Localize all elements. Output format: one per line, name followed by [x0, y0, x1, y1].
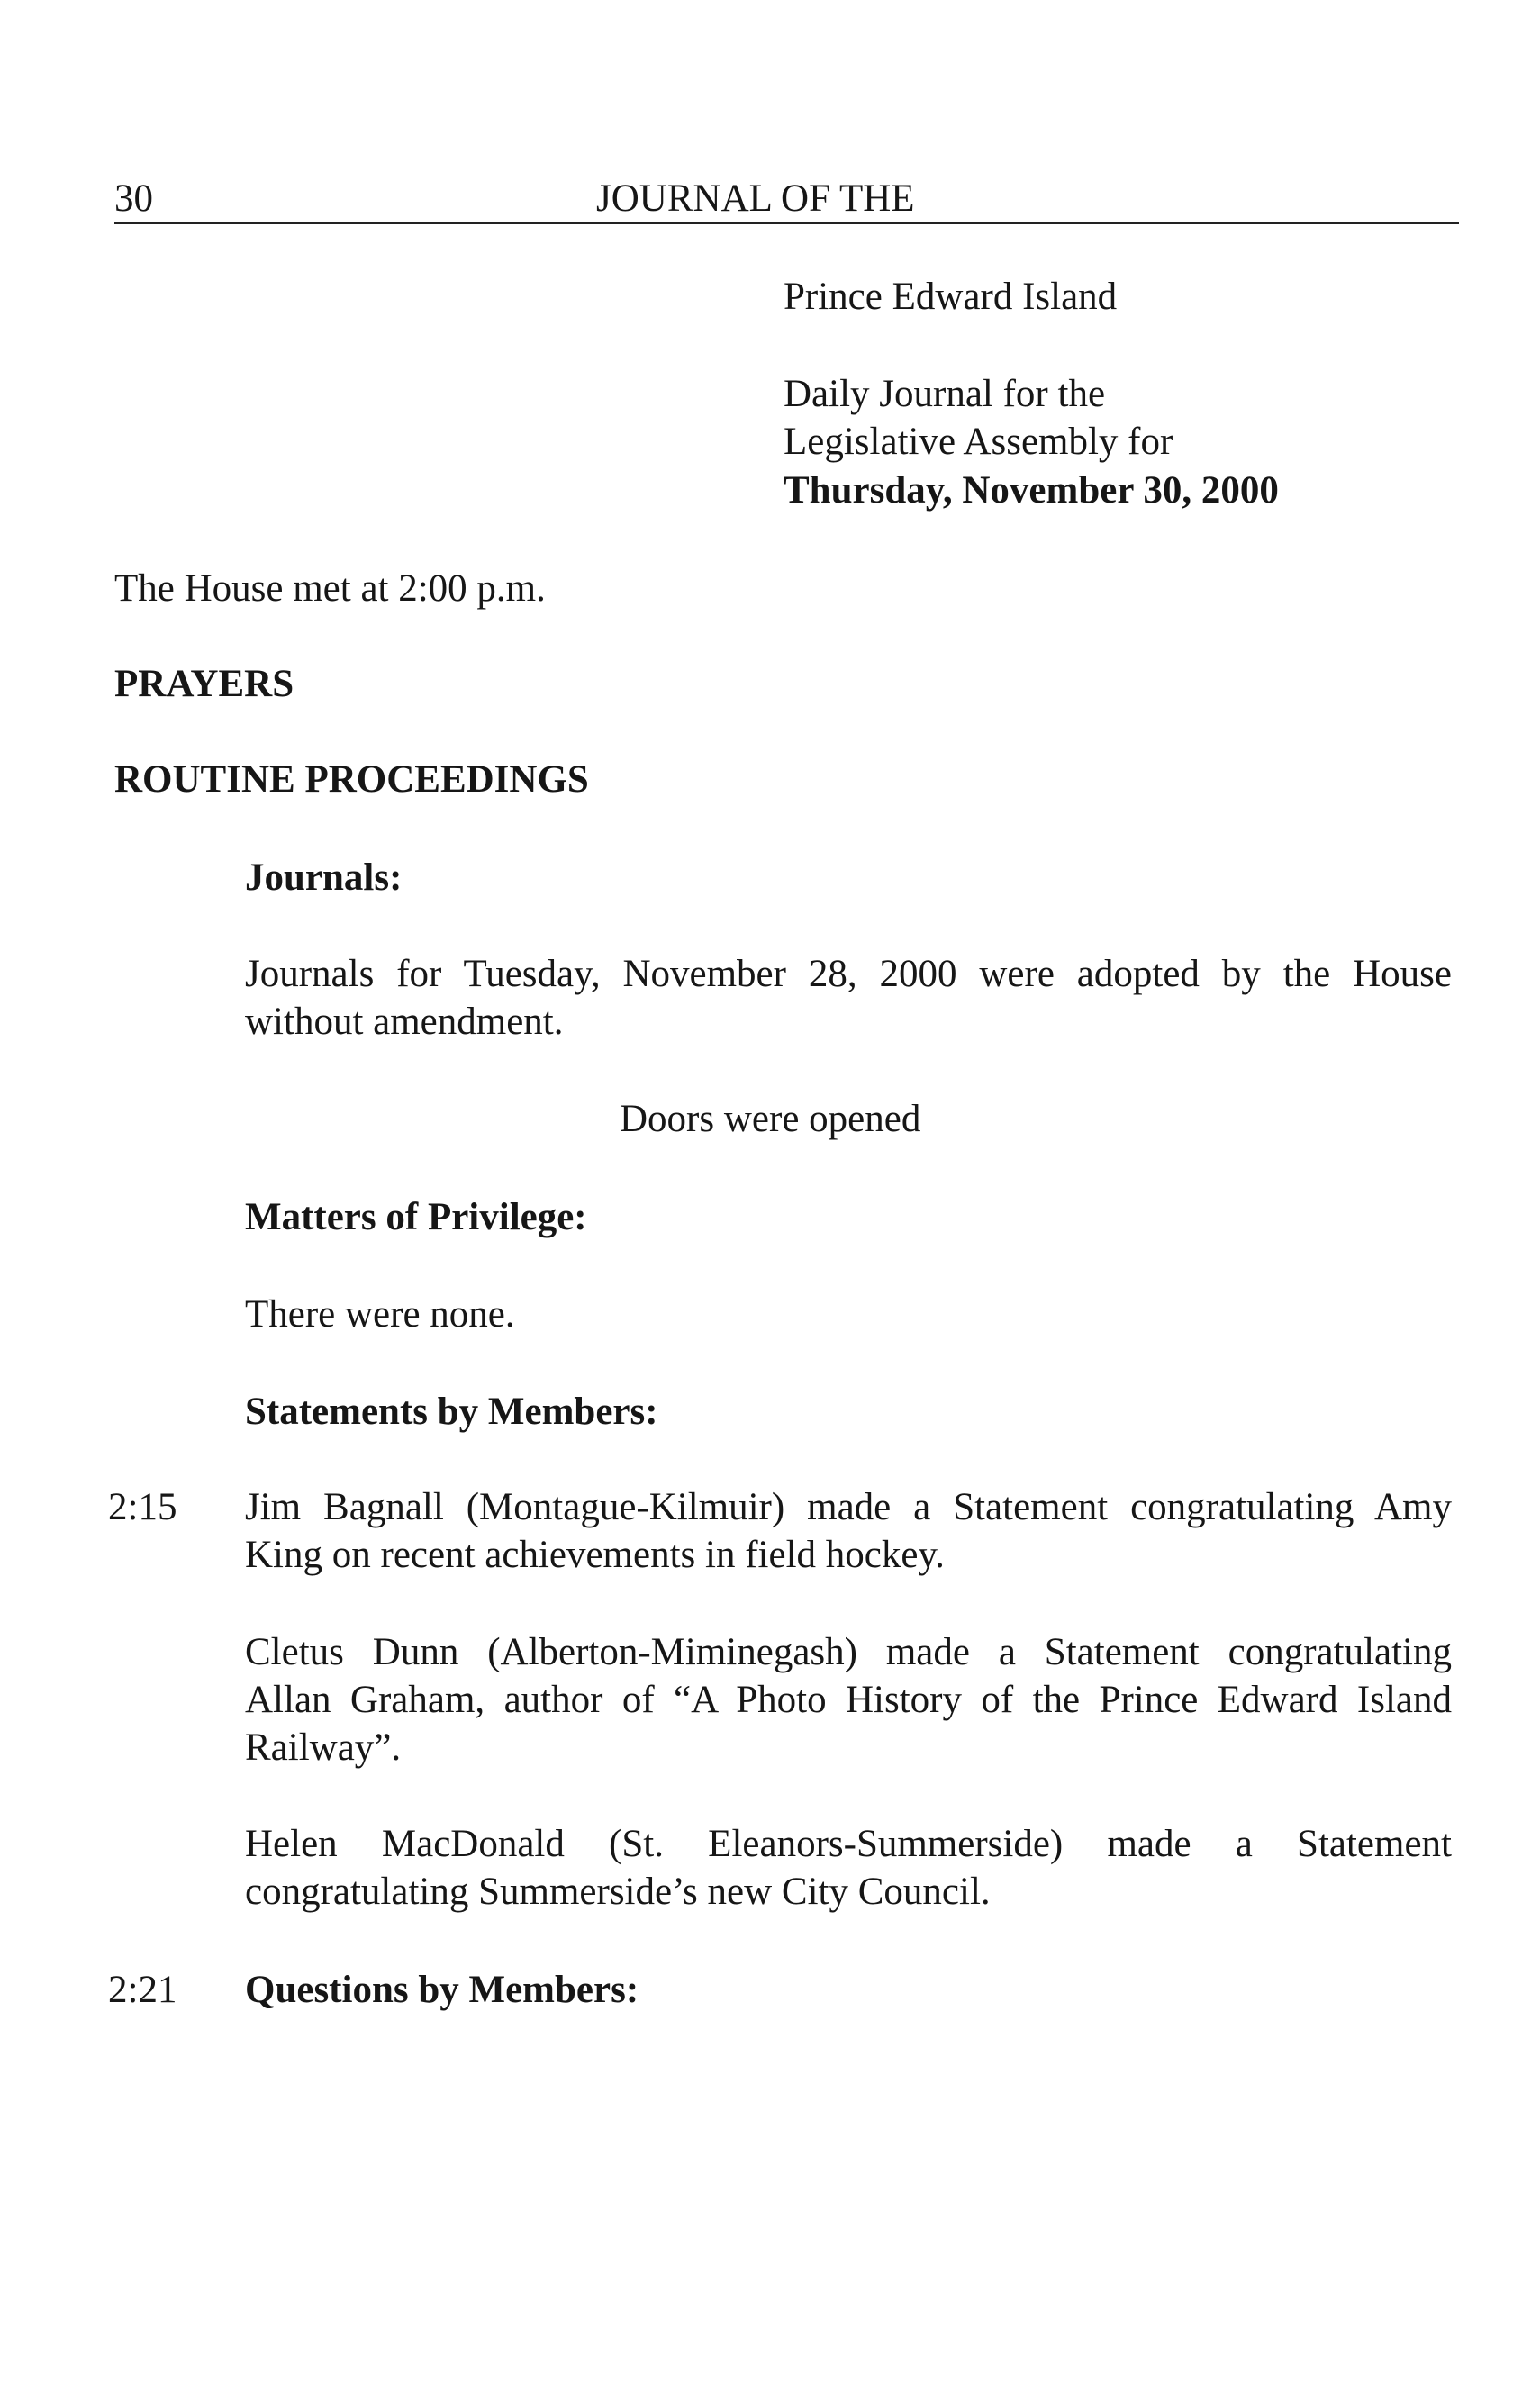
journals-line-1: Journals for Tuesday, November 28, 2000 were adopted by the House [245, 953, 1452, 995]
statements-heading: Statements by Members: [245, 1391, 658, 1433]
statement-3 [245, 1820, 1452, 1916]
header-rule [114, 222, 1459, 224]
statement-2-line-1: Cletus Dunn (Alberton-Miminegash) made a Statement congratulating [245, 1631, 1452, 1673]
questions-heading: Questions by Members: [245, 1969, 639, 2011]
routine-proceedings-heading: ROUTINE PROCEEDINGS [114, 758, 589, 801]
house-met-text: The House met at 2:00 p.m. [114, 567, 546, 610]
statement-3-line-1: Helen MacDonald (St. Eleanors-Summerside) made a Statement [245, 1823, 1452, 1865]
journals-heading: Journals: [245, 856, 403, 899]
journals-paragraph [245, 950, 1452, 1046]
statement-1-line-2: King on recent achievements in field hockey. [245, 1534, 945, 1576]
questions-time-221: 2:21 [108, 1969, 177, 2011]
doors-opened-text: Doors were opened [620, 1098, 921, 1140]
privilege-heading: Matters of Privilege: [245, 1196, 587, 1238]
statement-2 [245, 1628, 1452, 1771]
privilege-text: There were none. [245, 1293, 515, 1336]
running-title: JOURNAL OF THE [596, 177, 915, 220]
page-number: 30 [114, 177, 153, 220]
statement-3-line-2: congratulating Summerside’s new City Council. [245, 1871, 991, 1913]
statement-1-line-1: Jim Bagnall (Montague-Kilmuir) made a Statement congratulating Amy [245, 1486, 1452, 1528]
statement-2-line-3: Railway”. [245, 1726, 402, 1769]
statement-2-line-2: Allan Graham, author of “A Photo History of the Prince Edward Island [245, 1679, 1452, 1721]
journal-title-line2: Legislative Assembly for [784, 421, 1173, 463]
statement-time-215: 2:15 [108, 1486, 177, 1528]
journal-title-line1: Daily Journal for the [784, 373, 1106, 415]
journal-date: Thursday, November 30, 2000 [784, 469, 1279, 512]
prayers-heading: PRAYERS [114, 663, 294, 705]
statement-1 [245, 1483, 1452, 1579]
journals-line-2: without amendment. [245, 1001, 564, 1043]
province-name: Prince Edward Island [784, 276, 1118, 318]
